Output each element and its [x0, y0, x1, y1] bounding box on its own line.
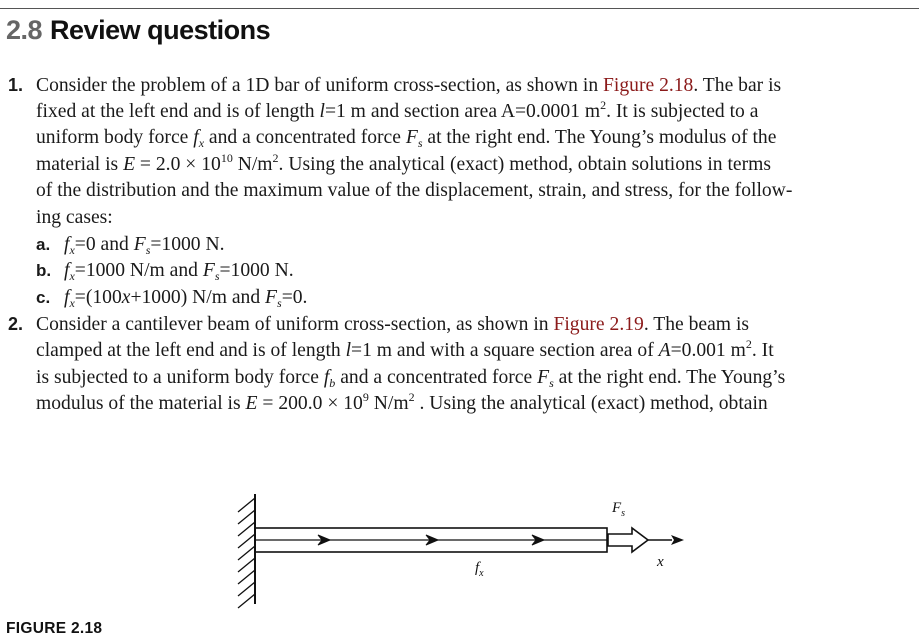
q1-number: 1.: [8, 75, 24, 95]
figure-2-18-diagram: [0, 480, 919, 620]
questions-body: [8, 72, 913, 418]
q1-case-a: a. $f_x=0$ and $F_s=1000$ N.: [36, 233, 225, 257]
body-force-label: $f_x$: [475, 560, 484, 579]
q1-case-b: b. $f_x=1000$ N/m and $F_s=1000$ N.: [36, 260, 294, 284]
force-label: $F_s$: [612, 500, 626, 519]
q1-line-4: material is $E = 2.0 \times 10^{10}$ $N/m^2$. Using the analytical (exact) method, obtain solutions in terms: [36, 150, 772, 175]
q2-line-1: 2. Consider a cantilever beam of uniform cross-section, as shown in Figure 2.19. The beam is: [8, 311, 913, 338]
top-rule: [0, 8, 919, 9]
concentrated-force-arrow: [608, 528, 648, 552]
section-heading: [6, 15, 270, 46]
section-number: 2.8: [6, 15, 43, 45]
x-axis-arrowhead: [671, 535, 684, 545]
q1-line-6: ing cases:: [36, 206, 113, 228]
x-axis-label: x: [657, 554, 664, 570]
q1-case-c: c. $f_x=(100x+1000)$ N/m and $F_s=0$.: [36, 286, 308, 310]
figure-2-18-link[interactable]: Figure 2.18: [603, 75, 694, 96]
section-title: Review questions: [50, 15, 271, 45]
q2-line-2: clamped at the left end and is of length l=1 m and with a square section area of A=0.001 $m^2$. It: [36, 336, 774, 361]
q1-line-2: fixed at the left end and is of length l=1 m and section area A=0.0001 $m^2$. It is subjected to a: [36, 97, 759, 122]
q2-number: 2.: [8, 314, 24, 335]
figure-caption-label: FIGURE 2.18: [6, 620, 103, 637]
q2-line-4: modulus of the material is $E = 200.0 \times 10^9$ $N/m^2$ . Using the analytical (exact) method, obtain: [36, 390, 768, 415]
q1-line-3: uniform body force $f_x$ and a concentrated force $F_s$ at the right end. The Young’s modulus of the: [36, 127, 777, 151]
figure-2-19-link[interactable]: Figure 2.19: [553, 314, 644, 336]
q1-line-1: 1. Consider the problem of a 1D bar of uniform cross-section, as shown in Figure 2.18. The bar is: [8, 72, 913, 99]
q1-line-5: of the distribution and the maximum value of the displacement, strain, and stress, for the follow-: [36, 180, 793, 202]
wall-hatching: [238, 498, 255, 608]
q2-line-3: is subjected to a uniform body force $f_b$ and a concentrated force $F_s$ at the right end. The Young’s: [36, 366, 786, 390]
